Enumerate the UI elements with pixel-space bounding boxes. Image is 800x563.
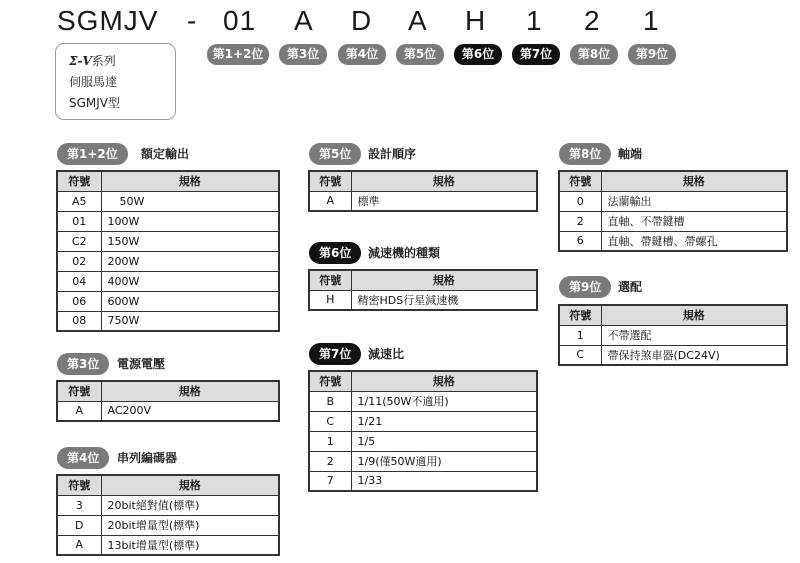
section-badge: 第9位 bbox=[559, 276, 611, 298]
spec-cell: 13bit增量型(標準) bbox=[101, 535, 279, 555]
header-code: 符號 bbox=[559, 171, 601, 191]
model-code-digit-8: 2 bbox=[584, 5, 601, 36]
header-spec: 規格 bbox=[351, 371, 537, 391]
table-row bbox=[309, 471, 537, 491]
position-tag-8: 第8位 bbox=[570, 44, 618, 65]
position-tag-6: 第6位 bbox=[454, 44, 502, 65]
table-shaft-end bbox=[558, 170, 788, 252]
model-code-digit-6: H bbox=[465, 5, 487, 36]
code-cell: A bbox=[57, 401, 101, 421]
model-code-digit-1-2: 01 bbox=[223, 5, 257, 36]
position-tag-5: 第5位 bbox=[396, 44, 444, 65]
spec-cell: 20bit絕對值(標準) bbox=[101, 495, 279, 515]
table-row bbox=[57, 495, 279, 515]
code-cell: 04 bbox=[57, 271, 101, 291]
code-cell: 2 bbox=[309, 451, 351, 471]
header-code: 符號 bbox=[57, 475, 101, 495]
header-code: 符號 bbox=[309, 171, 351, 191]
header-spec: 規格 bbox=[101, 475, 279, 495]
code-cell: A bbox=[309, 191, 351, 211]
code-cell: B bbox=[309, 391, 351, 411]
code-cell: 1 bbox=[309, 431, 351, 451]
spec-cell: 200W bbox=[101, 251, 279, 271]
spec-cell: 600W bbox=[101, 291, 279, 311]
header-spec: 規格 bbox=[101, 171, 279, 191]
code-cell: A bbox=[57, 535, 101, 555]
code-cell: 08 bbox=[57, 311, 101, 331]
spec-cell: 400W bbox=[101, 271, 279, 291]
code-cell: D bbox=[57, 515, 101, 535]
table-row bbox=[57, 311, 279, 331]
model-code-separator: - bbox=[187, 5, 198, 36]
section-label: 串列編碼器 bbox=[117, 451, 178, 465]
position-tag-3: 第3位 bbox=[279, 44, 327, 65]
header-code: 符號 bbox=[57, 171, 101, 191]
spec-cell: 100W bbox=[101, 211, 279, 231]
sigma-v-logo: Σ-V bbox=[69, 54, 92, 68]
model-code-digit-4: D bbox=[351, 5, 373, 36]
table-row bbox=[57, 231, 279, 251]
code-cell: A5 bbox=[57, 191, 101, 211]
header-code: 符號 bbox=[309, 371, 351, 391]
code-cell: 02 bbox=[57, 251, 101, 271]
table-design-revision bbox=[308, 170, 538, 212]
section-badge: 第5位 bbox=[309, 143, 361, 165]
section-label: 選配 bbox=[618, 280, 643, 294]
table-row bbox=[309, 431, 537, 451]
table-row bbox=[309, 191, 537, 211]
spec-cell: 150W bbox=[101, 231, 279, 251]
position-tag-9: 第9位 bbox=[628, 44, 676, 65]
section-badge: 第6位 bbox=[309, 242, 361, 264]
table-encoder bbox=[56, 474, 280, 556]
code-cell: 3 bbox=[57, 495, 101, 515]
code-cell: 01 bbox=[57, 211, 101, 231]
spec-cell: 1/11(50W不適用) bbox=[351, 391, 537, 411]
section-label: 設計順序 bbox=[368, 147, 417, 161]
model-code-series: SGMJV bbox=[57, 5, 159, 36]
model-code-digit-9: 1 bbox=[643, 5, 660, 36]
table-row bbox=[57, 291, 279, 311]
header-code: 符號 bbox=[57, 381, 101, 401]
section-badge: 第3位 bbox=[57, 353, 109, 375]
spec-cell: 750W bbox=[101, 311, 279, 331]
code-cell: 06 bbox=[57, 291, 101, 311]
table-row bbox=[57, 515, 279, 535]
table-row bbox=[57, 271, 279, 291]
spec-cell: 50W bbox=[101, 191, 279, 211]
section-label: 軸端 bbox=[618, 147, 643, 161]
table-row bbox=[559, 211, 787, 231]
code-cell: 1 bbox=[559, 325, 601, 345]
table-row bbox=[57, 211, 279, 231]
series-name bbox=[69, 51, 175, 72]
section-label: 減速機的種類 bbox=[368, 246, 441, 260]
section-label: 減速比 bbox=[368, 347, 405, 361]
section-badge: 第4位 bbox=[57, 447, 109, 469]
table-supply-voltage bbox=[56, 380, 280, 422]
spec-cell: 1/5 bbox=[351, 431, 537, 451]
table-gearbox-type bbox=[308, 269, 538, 311]
spec-cell: 法蘭輸出 bbox=[601, 191, 787, 211]
header-code: 符號 bbox=[559, 305, 601, 325]
spec-cell: 直軸、不帶鍵槽 bbox=[601, 211, 787, 231]
series-suffix: 系列 bbox=[91, 54, 116, 68]
table-row bbox=[559, 191, 787, 211]
position-tag-4: 第4位 bbox=[338, 44, 386, 65]
code-cell: H bbox=[309, 290, 351, 310]
code-cell: 7 bbox=[309, 471, 351, 491]
code-cell: C2 bbox=[57, 231, 101, 251]
spec-cell: 1/21 bbox=[351, 411, 537, 431]
model-code-digit-5: A bbox=[408, 5, 428, 36]
table-row bbox=[309, 290, 537, 310]
spec-cell: 帶保持煞車器(DC24V) bbox=[601, 345, 787, 365]
table-row bbox=[57, 401, 279, 421]
spec-cell: 1/33 bbox=[351, 471, 537, 491]
header-spec: 規格 bbox=[601, 171, 787, 191]
table-rated-output bbox=[56, 170, 280, 332]
table-row bbox=[309, 451, 537, 471]
spec-cell: 1/9(僅50W適用) bbox=[351, 451, 537, 471]
table-options bbox=[558, 304, 788, 366]
table-row bbox=[57, 251, 279, 271]
series-type: 伺服馬達 bbox=[69, 75, 118, 89]
position-tag-7: 第7位 bbox=[512, 44, 560, 65]
table-row bbox=[309, 391, 537, 411]
table-gear-ratio bbox=[308, 370, 538, 492]
model-code-digit-7: 1 bbox=[526, 5, 543, 36]
header-spec: 規格 bbox=[101, 381, 279, 401]
section-badge: 第1+2位 bbox=[57, 143, 128, 165]
header-spec: 規格 bbox=[601, 305, 787, 325]
series-info-box bbox=[55, 43, 176, 120]
code-cell: 2 bbox=[559, 211, 601, 231]
table-row bbox=[559, 231, 787, 251]
header-spec: 規格 bbox=[351, 270, 537, 290]
table-row bbox=[57, 191, 279, 211]
spec-cell: 標準 bbox=[351, 191, 537, 211]
header-code: 符號 bbox=[309, 270, 351, 290]
spec-cell: 不帶選配 bbox=[601, 325, 787, 345]
spec-cell: AC200V bbox=[101, 401, 279, 421]
table-row bbox=[57, 535, 279, 555]
code-cell: 6 bbox=[559, 231, 601, 251]
section-label: 電源電壓 bbox=[117, 357, 166, 371]
code-cell: C bbox=[309, 411, 351, 431]
table-row bbox=[559, 325, 787, 345]
model-code-digit-3: A bbox=[294, 5, 314, 36]
section-label: 額定輸出 bbox=[141, 147, 190, 161]
section-badge: 第7位 bbox=[309, 343, 361, 365]
header-spec: 規格 bbox=[351, 171, 537, 191]
code-cell: C bbox=[559, 345, 601, 365]
spec-cell: 直軸、帶鍵槽、帶螺孔 bbox=[601, 231, 787, 251]
table-row bbox=[559, 345, 787, 365]
section-badge: 第8位 bbox=[559, 143, 611, 165]
series-model: SGMJV型 bbox=[69, 96, 121, 110]
table-row bbox=[309, 411, 537, 431]
code-cell: 0 bbox=[559, 191, 601, 211]
spec-cell: 精密HDS行星減速機 bbox=[351, 290, 537, 310]
spec-cell: 20bit增量型(標準) bbox=[101, 515, 279, 535]
position-tag-1-2: 第1+2位 bbox=[207, 44, 269, 65]
